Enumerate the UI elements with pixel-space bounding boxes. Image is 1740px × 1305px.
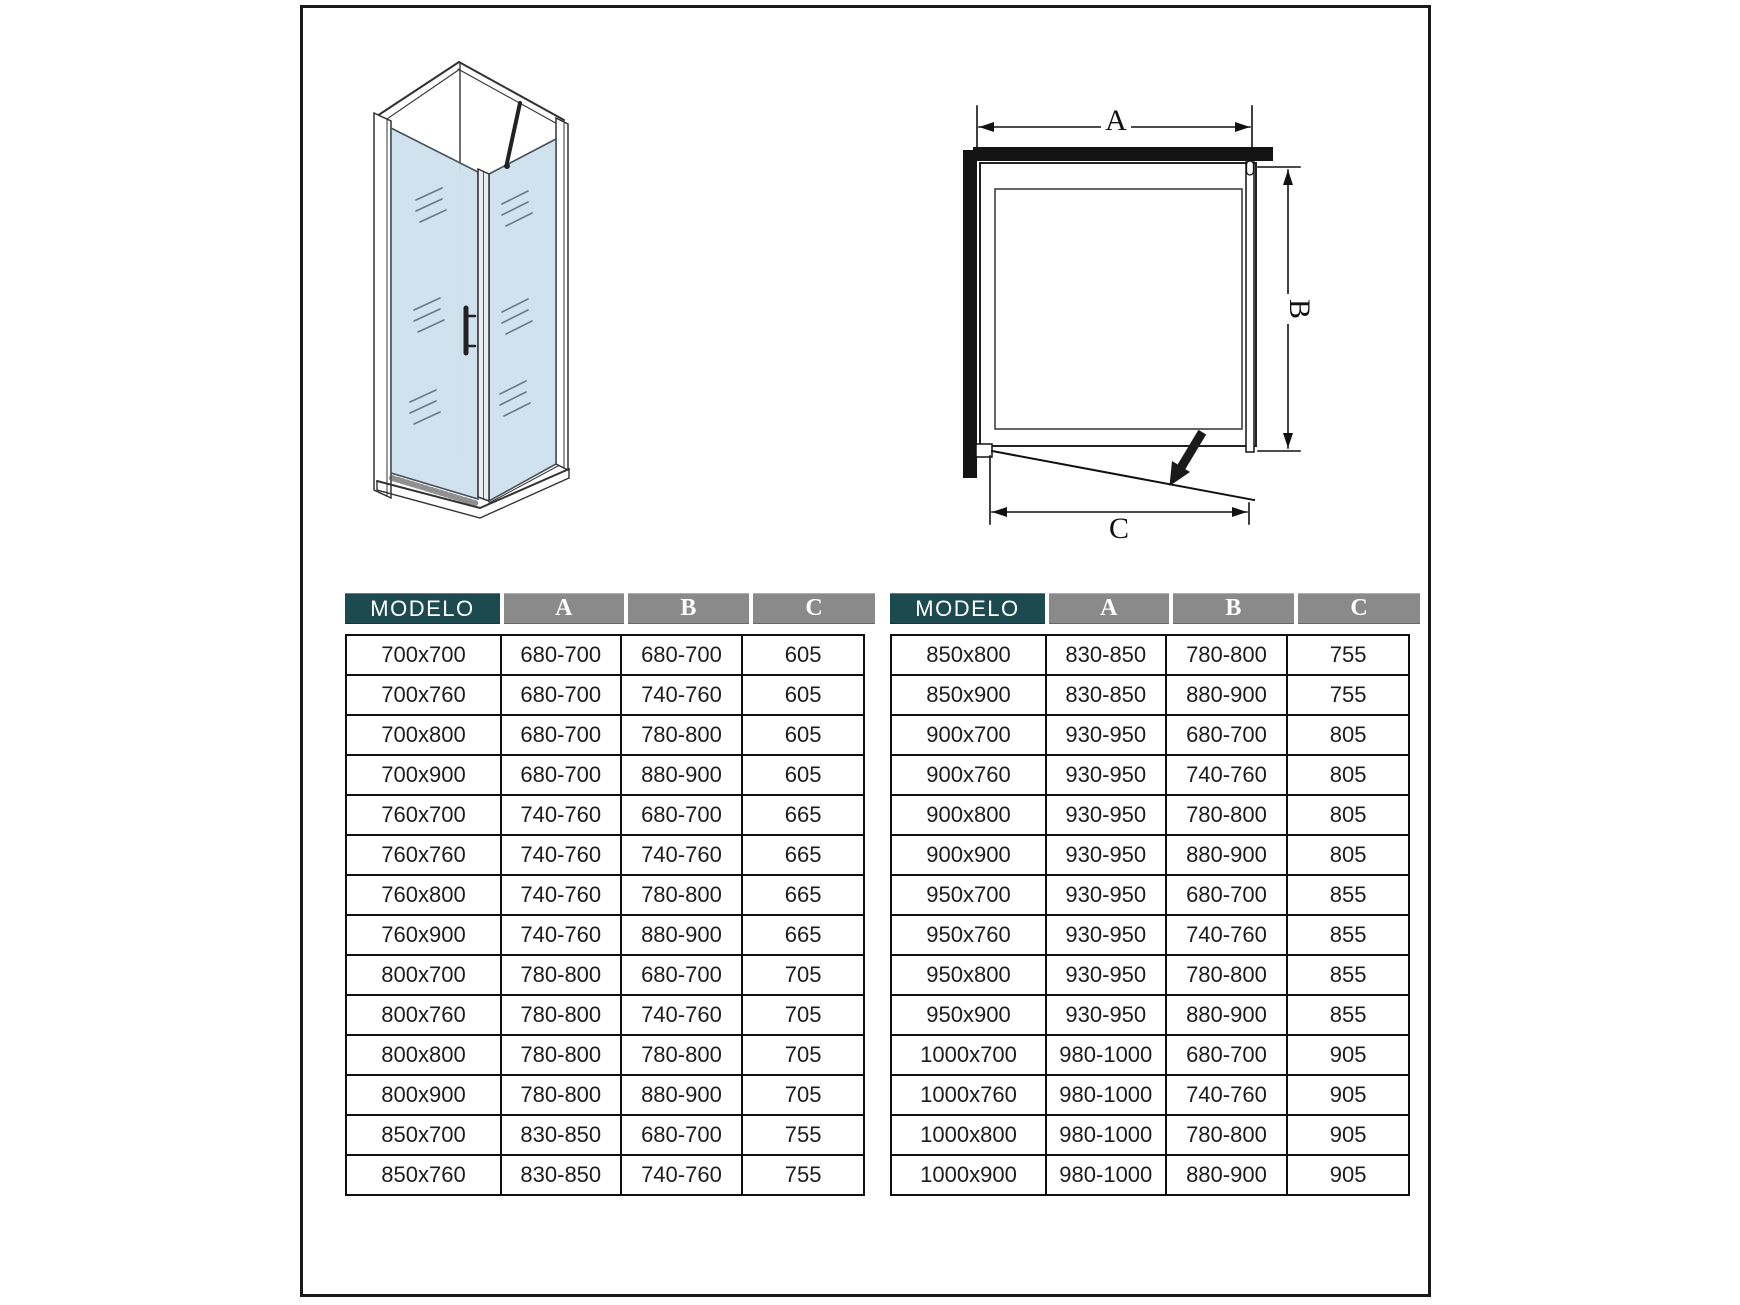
table-row: [346, 1155, 864, 1195]
model-cell: 700x760: [346, 675, 501, 715]
table-row: [891, 835, 1409, 875]
dimension-cell: 605: [742, 675, 864, 715]
table-row: [891, 915, 1409, 955]
dimension-cell: 805: [1287, 835, 1409, 875]
dimension-cell: 805: [1287, 755, 1409, 795]
dimension-cell: 905: [1287, 1155, 1409, 1195]
dimension-cell: 740-760: [501, 835, 621, 875]
isometric-shower-drawing: [358, 38, 600, 538]
tray-outline: [995, 189, 1242, 429]
table-row: [891, 795, 1409, 835]
model-cell: 760x760: [346, 835, 501, 875]
dimension-cell: 665: [742, 915, 864, 955]
dimension-cell: 905: [1287, 1115, 1409, 1155]
table-header-row: [890, 593, 1410, 624]
left-wall: [963, 150, 977, 478]
table-row: [346, 675, 864, 715]
dimension-cell: 755: [1287, 635, 1409, 675]
dimension-cell: 880-900: [621, 755, 743, 795]
dimension-cell: 680-700: [621, 955, 743, 995]
table-body: [890, 634, 1410, 1196]
dimension-cell: 780-800: [1166, 955, 1288, 995]
dimension-cell: 830-850: [1046, 635, 1166, 675]
table-row: [891, 955, 1409, 995]
dimension-cell: 680-700: [1166, 715, 1288, 755]
table-row: [891, 755, 1409, 795]
door-hinge-bottom: [976, 444, 992, 457]
table-row: [346, 715, 864, 755]
model-cell: 850x900: [891, 675, 1046, 715]
dimension-cell: 930-950: [1046, 715, 1166, 755]
dimension-cell: 705: [742, 1075, 864, 1115]
table-row: [346, 955, 864, 995]
dimension-cell: 855: [1287, 995, 1409, 1035]
dimension-cell: 880-900: [1166, 835, 1288, 875]
dimension-cell: 680-700: [621, 795, 743, 835]
dimension-cell: 830-850: [501, 1155, 621, 1195]
dimension-cell: 740-760: [621, 1155, 743, 1195]
dimension-cell: 805: [1287, 795, 1409, 835]
dim-label-a: A: [1105, 104, 1127, 137]
dimension-cell: 980-1000: [1046, 1155, 1166, 1195]
dimension-cell: 740-760: [1166, 915, 1288, 955]
dimension-cell: 980-1000: [1046, 1035, 1166, 1075]
model-cell: 800x700: [346, 955, 501, 995]
table-header-row: [345, 593, 865, 624]
table-row: [891, 1035, 1409, 1075]
table-row: [346, 835, 864, 875]
left-wall-frame: [374, 113, 391, 498]
model-cell: 800x760: [346, 995, 501, 1035]
dimension-cell: 605: [742, 715, 864, 755]
model-cell: 950x800: [891, 955, 1046, 995]
dimension-cell: 880-900: [1166, 995, 1288, 1035]
dimension-cell: 905: [1287, 1035, 1409, 1075]
model-cell: 700x700: [346, 635, 501, 675]
size-table-right: [890, 593, 1410, 1196]
model-cell: 700x900: [346, 755, 501, 795]
column-header-modelo: MODELO: [345, 593, 500, 624]
model-cell: 950x760: [891, 915, 1046, 955]
table-row: [891, 715, 1409, 755]
dimension-cell: 780-800: [1166, 635, 1288, 675]
model-cell: 800x900: [346, 1075, 501, 1115]
dimension-cell: 665: [742, 795, 864, 835]
model-cell: 1000x760: [891, 1075, 1046, 1115]
door-swing-line: [992, 451, 1254, 500]
dimension-cell: 705: [742, 1035, 864, 1075]
dimension-cell: 740-760: [501, 915, 621, 955]
dimension-cell: 680-700: [501, 755, 621, 795]
dimension-cell: 665: [742, 875, 864, 915]
column-header-modelo: MODELO: [890, 593, 1045, 624]
dimension-cell: 930-950: [1046, 795, 1166, 835]
dimension-cell: 680-700: [1166, 875, 1288, 915]
model-cell: 700x800: [346, 715, 501, 755]
column-header-b: B: [628, 593, 750, 624]
dimension-cell: 930-950: [1046, 875, 1166, 915]
right-wall-frame: [556, 118, 568, 470]
enclosure-footprint: [980, 163, 1256, 446]
dimension-cell: 680-700: [501, 635, 621, 675]
dimension-cell: 930-950: [1046, 995, 1166, 1035]
dimension-cell: 855: [1287, 875, 1409, 915]
dimension-cell: 780-800: [621, 715, 743, 755]
top-view-diagram: [945, 88, 1325, 548]
model-cell: 1000x900: [891, 1155, 1046, 1195]
model-cell: 950x700: [891, 875, 1046, 915]
dimension-cell: 755: [742, 1115, 864, 1155]
dimension-cell: 930-950: [1046, 955, 1166, 995]
dimension-cell: 740-760: [1166, 755, 1288, 795]
dimension-cell: 880-900: [621, 1075, 743, 1115]
dimension-cell: 705: [742, 995, 864, 1035]
model-cell: 950x900: [891, 995, 1046, 1035]
dimension-cell: 605: [742, 755, 864, 795]
model-cell: 800x800: [346, 1035, 501, 1075]
dimension-cell: 855: [1287, 955, 1409, 995]
dimension-cell: 665: [742, 835, 864, 875]
dimension-cell: 755: [742, 1155, 864, 1195]
table-row: [891, 995, 1409, 1035]
dimension-cell: 930-950: [1046, 915, 1166, 955]
dimension-cell: 780-800: [501, 955, 621, 995]
dimension-cell: 855: [1287, 915, 1409, 955]
dimension-cell: 680-700: [621, 635, 743, 675]
dimension-cell: 740-760: [621, 675, 743, 715]
model-cell: 760x800: [346, 875, 501, 915]
dimension-cell: 880-900: [1166, 675, 1288, 715]
dimension-cell: 680-700: [1166, 1035, 1288, 1075]
dimension-cell: 705: [742, 955, 864, 995]
column-header-b: B: [1173, 593, 1295, 624]
dimension-cell: 780-800: [1166, 1115, 1288, 1155]
dimension-cell: 680-700: [501, 675, 621, 715]
model-cell: 1000x700: [891, 1035, 1046, 1075]
column-header-a: A: [504, 593, 624, 624]
dimension-cell: 830-850: [1046, 675, 1166, 715]
dimension-cell: 805: [1287, 715, 1409, 755]
dimension-cell: 740-760: [1166, 1075, 1288, 1115]
table-row: [891, 675, 1409, 715]
table-row: [346, 1115, 864, 1155]
table-body: [345, 634, 865, 1196]
column-header-c: C: [753, 593, 875, 624]
table-row: [891, 635, 1409, 675]
model-cell: 850x800: [891, 635, 1046, 675]
dimension-cell: 740-760: [501, 795, 621, 835]
dimension-cell: 740-760: [621, 995, 743, 1035]
dimension-cell: 680-700: [501, 715, 621, 755]
dimension-cell: 605: [742, 635, 864, 675]
dimension-cell: 780-800: [621, 1035, 743, 1075]
model-cell: 900x900: [891, 835, 1046, 875]
dimension-cell: 755: [1287, 675, 1409, 715]
dimension-cell: 740-760: [621, 835, 743, 875]
dimension-cell: 680-700: [621, 1115, 743, 1155]
dimension-cell: 880-900: [1166, 1155, 1288, 1195]
table-row: [891, 1155, 1409, 1195]
model-cell: 1000x800: [891, 1115, 1046, 1155]
table-row: [346, 915, 864, 955]
model-cell: 900x760: [891, 755, 1046, 795]
dimension-cell: 780-800: [501, 995, 621, 1035]
table-row: [346, 755, 864, 795]
dimension-cell: 930-950: [1046, 835, 1166, 875]
dimension-cell: 780-800: [501, 1035, 621, 1075]
model-cell: 900x800: [891, 795, 1046, 835]
table-row: [346, 875, 864, 915]
dimension-cell: 780-800: [621, 875, 743, 915]
table-row: [346, 995, 864, 1035]
table-row: [346, 1075, 864, 1115]
dimension-cell: 740-760: [501, 875, 621, 915]
table-row: [346, 1035, 864, 1075]
size-table-left: [345, 593, 865, 1196]
dimension-cell: 930-950: [1046, 755, 1166, 795]
dimension-cell: 880-900: [621, 915, 743, 955]
dimension-cell: 980-1000: [1046, 1115, 1166, 1155]
table-row: [346, 635, 864, 675]
table-row: [891, 1075, 1409, 1115]
dimension-cell: 830-850: [501, 1115, 621, 1155]
dimension-cell: 780-800: [501, 1075, 621, 1115]
model-cell: 760x700: [346, 795, 501, 835]
model-cell: 760x900: [346, 915, 501, 955]
top-wall: [973, 147, 1273, 161]
dim-label-c: C: [1108, 512, 1130, 545]
model-cell: 850x700: [346, 1115, 501, 1155]
table-row: [891, 1115, 1409, 1155]
door-hinge-top: [1247, 161, 1254, 175]
door-panel: [1246, 162, 1254, 452]
table-row: [891, 875, 1409, 915]
door-swing-arrow: [1170, 436, 1201, 486]
table-row: [346, 795, 864, 835]
model-cell: 900x700: [891, 715, 1046, 755]
model-cell: 850x760: [346, 1155, 501, 1195]
dimension-cell: 780-800: [1166, 795, 1288, 835]
column-header-a: A: [1049, 593, 1169, 624]
dim-label-b: B: [1283, 298, 1317, 320]
dimension-cell: 905: [1287, 1075, 1409, 1115]
dimension-cell: 980-1000: [1046, 1075, 1166, 1115]
column-header-c: C: [1298, 593, 1420, 624]
